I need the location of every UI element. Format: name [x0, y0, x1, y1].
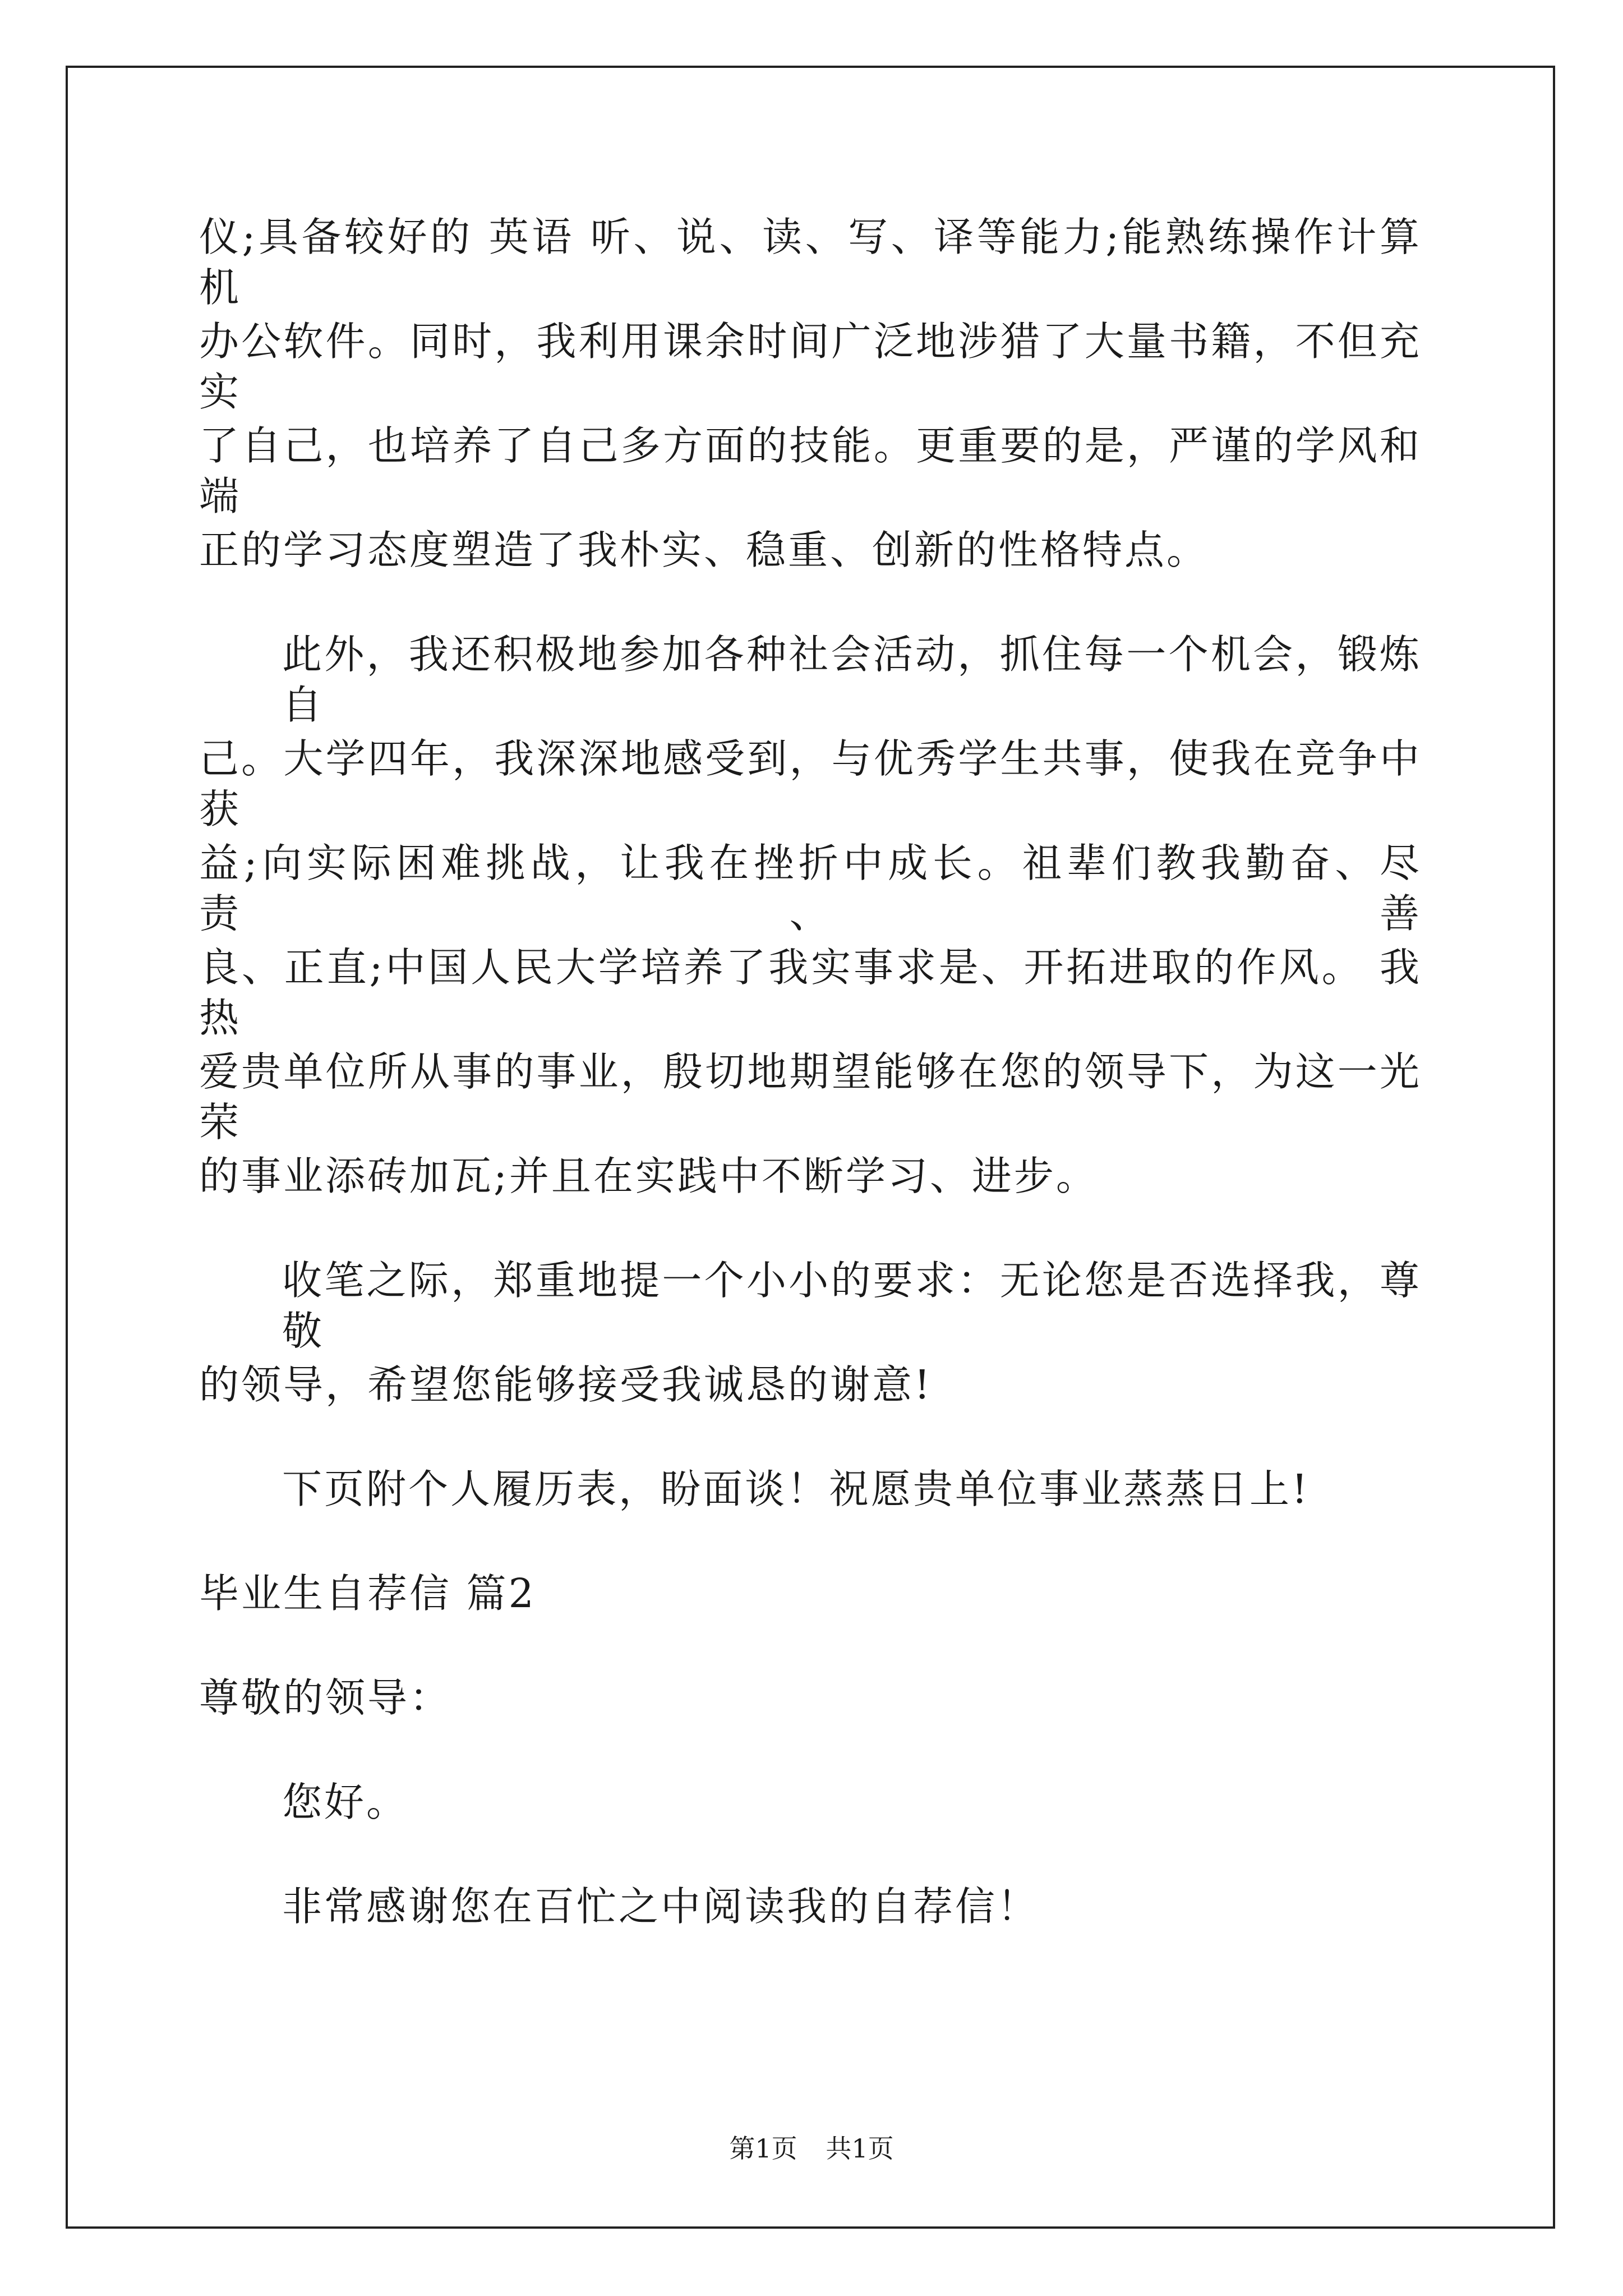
paragraph-line: 办公软件。同时，我利用课余时间广泛地涉猎了大量书籍，不但充实: [199, 318, 1422, 415]
salutation: 尊敬的领导：: [199, 1674, 452, 1721]
paragraph-line: 益;向实际困难挑战，让我在挫折中成长。祖辈们教我勤奋、尽责、善: [199, 840, 1422, 937]
paragraph-line: 的领导，希望您能够接受我诚恳的谢意!: [199, 1361, 933, 1408]
paragraph-line: 良、正直;中国人民大学培养了我实事求是、开拓进取的作风。 我热: [199, 944, 1422, 1041]
paragraph-line: 的事业添砖加瓦;并且在实践中不断学习、进步。: [199, 1153, 1098, 1199]
paragraph-line: 爱贵单位所从事的事业，殷切地期望能够在您的领导下，为这一光荣: [199, 1048, 1422, 1145]
paragraph-line: 己。大学四年，我深深地感受到，与优秀学生共事，使我在竞争中获: [199, 735, 1422, 832]
section-heading: 毕业生自荐信 篇2: [199, 1570, 536, 1617]
paragraph-line: 下页附个人履历表，盼面谈！祝愿贵单位事业蒸蒸日上!: [282, 1466, 1310, 1512]
paragraph-line: 仪;具备较好的 英语 听、说、读、写、译等能力;能熟练操作计算机: [199, 214, 1422, 311]
paragraph-line: 了自己，也培养了自己多方面的技能。更重要的是，严谨的学风和端: [199, 422, 1422, 519]
document-body: [199, 212, 1422, 1986]
page-number: 第1页: [729, 2133, 797, 2164]
paragraph-line: 此外，我还积极地参加各种社会活动，抓住每一个机会，锻炼自: [282, 631, 1422, 728]
page-footer: [0, 2132, 1623, 2165]
paragraph-line: 收笔之际，郑重地提一个小小的要求：无论您是否选择我，尊敬: [282, 1257, 1422, 1354]
page-total: 共1页: [826, 2133, 894, 2164]
paragraph-line: 正的学习态度塑造了我朴实、稳重、创新的性格特点。: [199, 527, 1209, 573]
paragraph-line: 非常感谢您在百忙之中阅读我的自荐信！: [282, 1883, 1040, 1930]
greeting: 您好。: [282, 1779, 409, 1825]
